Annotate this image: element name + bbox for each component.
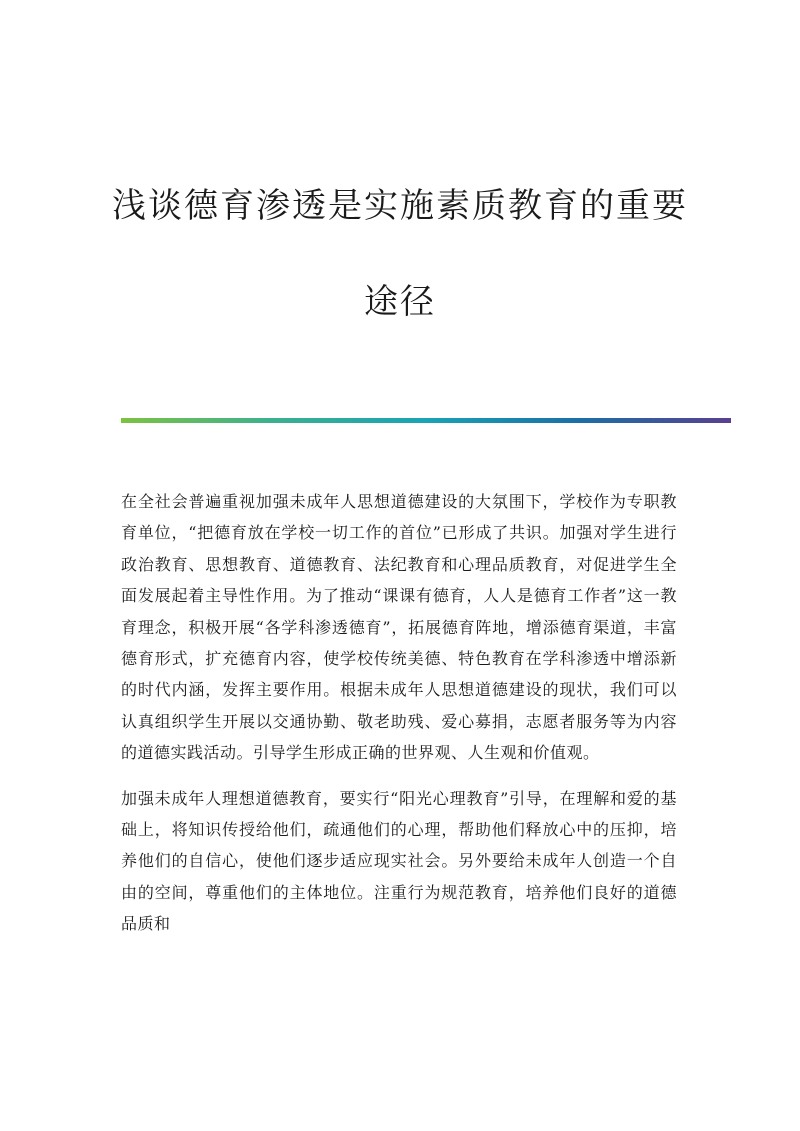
title-divider <box>121 418 731 423</box>
body-paragraph: 加强未成年人理想道德教育，要实行“阳光心理教育”引导，在理解和爱的基础上，将知识传授给他们，疏通他们的心理，帮助他们释放心中的压抑，培养他们的自信心，使他们逐步适应现实社会。另外要给未成年人创造一个自由的空间，尊重他们的主体地位。注重行为规范教育，培养他们良好的道德品质和 <box>121 788 677 934</box>
body-paragraph: 在全社会普遍重视加强未成年人思想道德建设的大氛围下，学校作为专职教育单位，“把德育放在学校一切工作的首位”已形成了共识。加强对学生进行政治教育、思想教育、道德教育、法纪教育和心理品质教育，对促进学生全面发展起着主导性作用。为了推动“课课有德育，人人是德育工作者”这一教育理念，积极开展“各学科渗透德育”，拓展德育阵地，增添德育渠道，丰富德育形式，扩充德育内容，使学校传统美德、特色教育在学科渗透中增添新的时代内涵，发挥主要作用。根据未成年人思想道德建设的现状，我们可以认真组织学生开展以交通协勤、敬老助残、爱心募捐，志愿者服务等为内容的道德实践活动。引导学生形成正确的世界观、人生观和价值观。 <box>121 492 677 763</box>
document-body <box>121 486 677 954</box>
document-title: 浅谈德育渗透是实施素质教育的重要途径 <box>112 186 688 322</box>
